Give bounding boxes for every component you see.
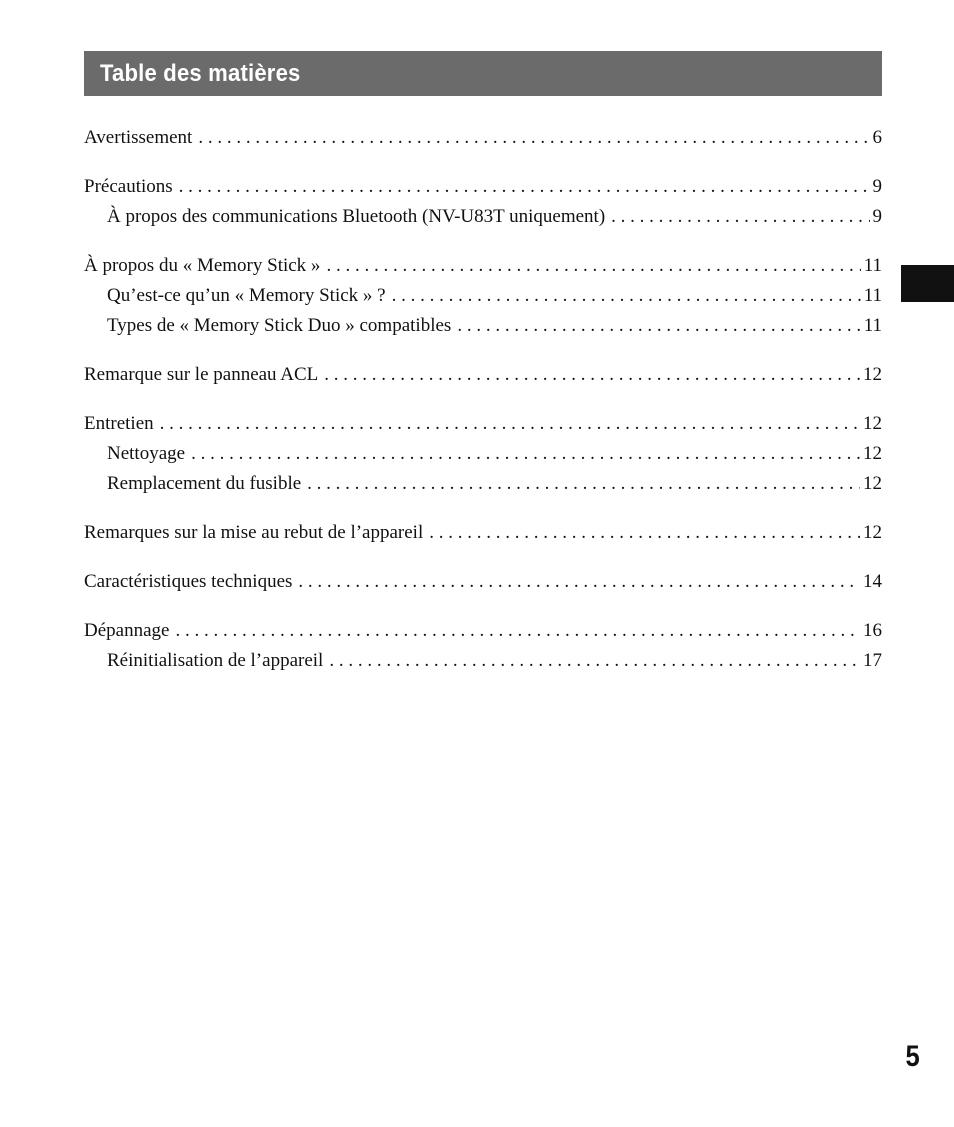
toc-entry-label: Qu’est-ce qu’un « Memory Stick » ? xyxy=(107,285,386,306)
toc-entry-page: 12 xyxy=(863,473,882,494)
toc-group xyxy=(84,251,882,341)
toc-entry-label: Précautions xyxy=(84,176,173,197)
toc-subentry[interactable] xyxy=(84,202,882,232)
dot-leader xyxy=(160,409,860,439)
toc-entry[interactable] xyxy=(84,123,882,153)
dot-leader xyxy=(611,202,869,232)
table-of-contents xyxy=(84,123,882,695)
dot-leader xyxy=(392,281,861,311)
toc-entry-label: Types de « Memory Stick Duo » compatibles xyxy=(107,315,452,336)
toc-entry-label: Remarque sur le panneau ACL xyxy=(84,364,319,385)
toc-entry-page: 11 xyxy=(863,285,882,306)
toc-entry-page: 14 xyxy=(863,571,882,592)
toc-entry-page: 12 xyxy=(863,364,882,385)
dot-leader xyxy=(298,567,860,597)
dot-leader xyxy=(429,518,860,548)
toc-entry-label: Remplacement du fusible xyxy=(107,473,302,494)
toc-entry[interactable] xyxy=(84,567,882,597)
dot-leader xyxy=(191,439,860,469)
toc-subentry[interactable] xyxy=(84,646,882,676)
toc-entry-page: 12 xyxy=(863,443,882,464)
page-title: Table des matières xyxy=(100,59,301,87)
section-tab-marker xyxy=(901,265,954,302)
toc-entry-label: À propos du « Memory Stick » xyxy=(84,255,321,276)
toc-entry[interactable] xyxy=(84,360,882,390)
dot-leader xyxy=(175,616,860,646)
toc-entry-page: 6 xyxy=(872,127,882,148)
toc-entry-label: Dépannage xyxy=(84,620,170,641)
toc-group xyxy=(84,123,882,153)
toc-entry[interactable] xyxy=(84,172,882,202)
dot-leader xyxy=(324,360,860,390)
toc-group xyxy=(84,616,882,676)
toc-subentry[interactable] xyxy=(84,469,882,499)
toc-entry-page: 11 xyxy=(863,255,882,276)
toc-entry-page: 9 xyxy=(872,176,882,197)
dot-leader xyxy=(307,469,860,499)
toc-group xyxy=(84,360,882,390)
toc-subentry[interactable] xyxy=(84,439,882,469)
toc-entry[interactable] xyxy=(84,409,882,439)
dot-leader xyxy=(329,646,860,676)
toc-group xyxy=(84,172,882,232)
toc-entry-page: 11 xyxy=(863,315,882,336)
toc-entry[interactable] xyxy=(84,616,882,646)
toc-entry-label: Entretien xyxy=(84,413,154,434)
toc-subentry[interactable] xyxy=(84,281,882,311)
toc-entry-label: À propos des communications Bluetooth (NV-U83T uniquement) xyxy=(107,206,606,227)
toc-entry-label: Avertissement xyxy=(84,127,193,148)
toc-group xyxy=(84,567,882,597)
page-number: 5 xyxy=(905,1040,920,1073)
toc-entry-label: Caractéristiques techniques xyxy=(84,571,293,592)
toc-entry-label: Réinitialisation de l’appareil xyxy=(107,650,324,671)
toc-entry-page: 12 xyxy=(863,413,882,434)
toc-subentry[interactable] xyxy=(84,311,882,341)
toc-entry-page: 17 xyxy=(863,650,882,671)
toc-group xyxy=(84,518,882,548)
toc-entry-label: Remarques sur la mise au rebut de l’appareil xyxy=(84,522,424,543)
toc-group xyxy=(84,409,882,499)
section-header xyxy=(84,51,882,96)
toc-entry[interactable] xyxy=(84,518,882,548)
dot-leader xyxy=(179,172,870,202)
toc-entry[interactable] xyxy=(84,251,882,281)
dot-leader xyxy=(198,123,869,153)
toc-entry-page: 12 xyxy=(863,522,882,543)
toc-entry-page: 9 xyxy=(872,206,882,227)
dot-leader xyxy=(457,311,860,341)
toc-entry-label: Nettoyage xyxy=(107,443,186,464)
toc-entry-page: 16 xyxy=(863,620,882,641)
dot-leader xyxy=(326,251,860,281)
